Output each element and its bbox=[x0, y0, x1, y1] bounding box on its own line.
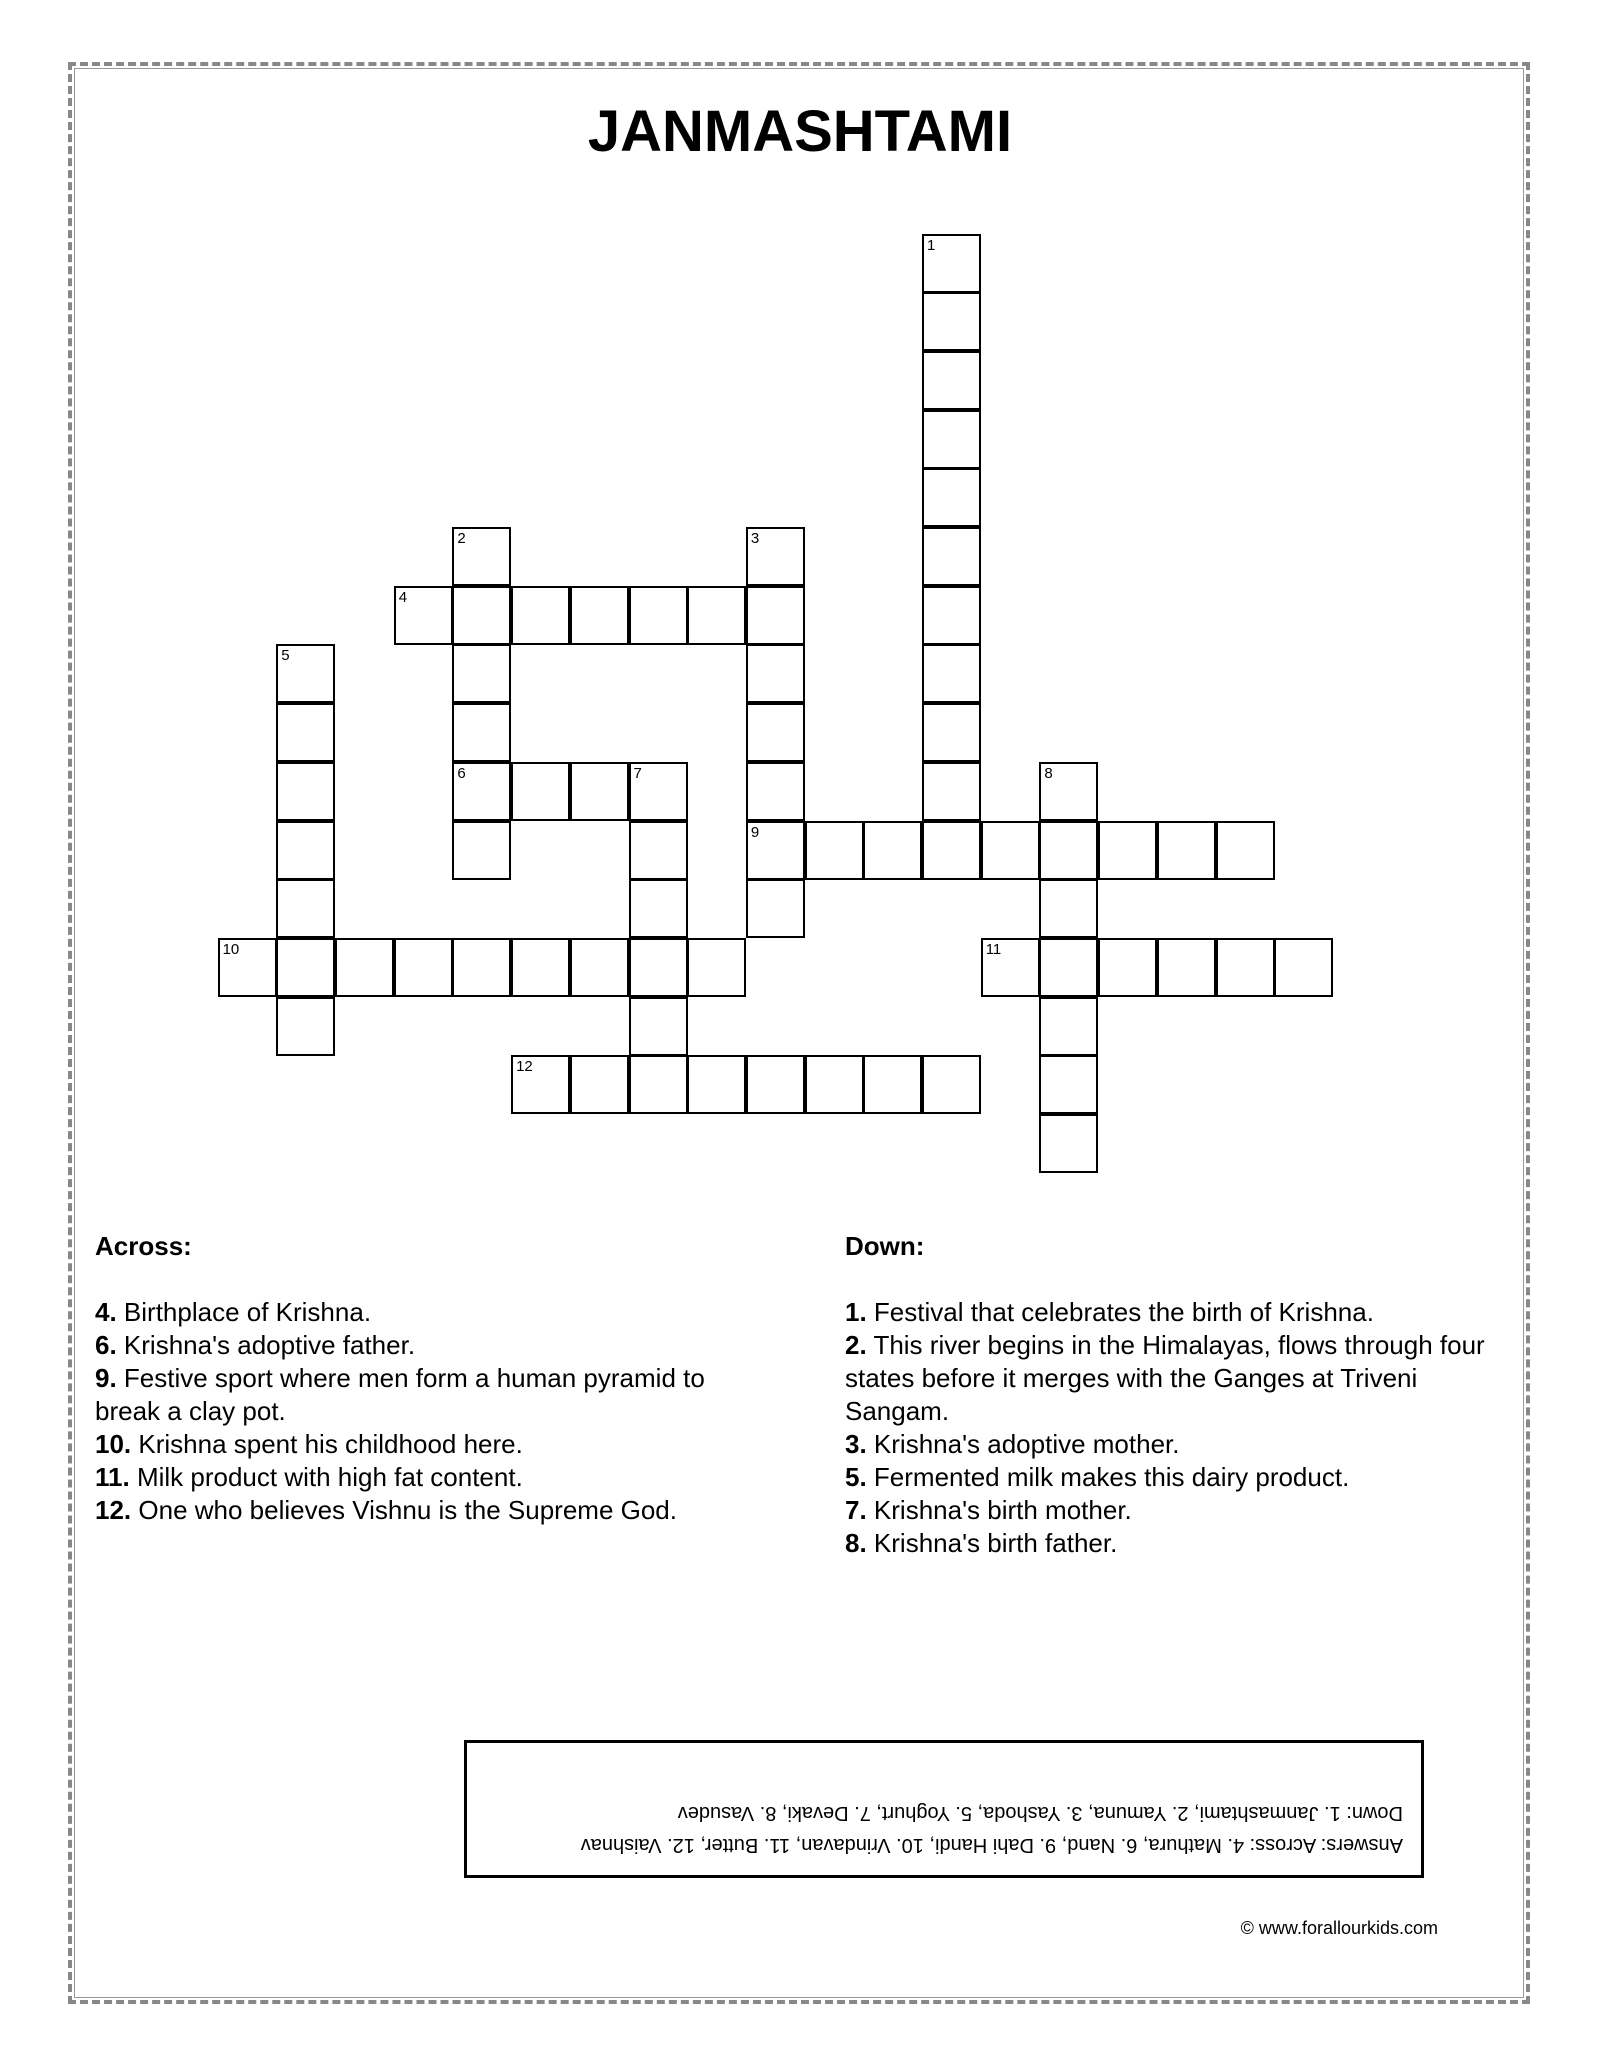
down-clue bbox=[845, 1494, 1505, 1527]
clue-number: 7 bbox=[633, 764, 642, 782]
crossword-cell[interactable] bbox=[1039, 938, 1098, 997]
crossword-cell[interactable] bbox=[922, 468, 981, 527]
crossword-cell[interactable] bbox=[629, 997, 688, 1056]
clue-number: 12 bbox=[516, 1058, 533, 1076]
clue-text: Milk product with high fat content. bbox=[129, 1462, 523, 1492]
crossword-cell[interactable] bbox=[629, 762, 688, 821]
crossword-cell[interactable] bbox=[452, 527, 511, 586]
crossword-cell[interactable] bbox=[629, 1055, 688, 1114]
crossword-cell[interactable] bbox=[746, 703, 805, 762]
crossword-cell[interactable] bbox=[805, 1055, 864, 1114]
clue-number: 2. bbox=[845, 1330, 867, 1360]
crossword-cell[interactable] bbox=[511, 586, 570, 645]
crossword-cell[interactable] bbox=[1039, 821, 1098, 880]
down-clue bbox=[845, 1428, 1505, 1461]
crossword-cell[interactable] bbox=[922, 644, 981, 703]
crossword-cell[interactable] bbox=[863, 821, 922, 880]
crossword-cell[interactable] bbox=[452, 586, 511, 645]
crossword-cell[interactable] bbox=[687, 938, 746, 997]
clue-text: This river begins in the Himalayas, flows through four states before it merges with the Ganges at Triveni Sangam. bbox=[845, 1330, 1492, 1426]
across-clue bbox=[95, 1296, 755, 1329]
clue-number: 12. bbox=[95, 1495, 132, 1525]
across-clue bbox=[95, 1362, 755, 1428]
crossword-cell[interactable] bbox=[746, 644, 805, 703]
clue-text: Krishna spent his childhood here. bbox=[131, 1429, 523, 1459]
crossword-cell[interactable] bbox=[687, 1055, 746, 1114]
clue-number: 7. bbox=[845, 1495, 867, 1525]
clue-number: 11. bbox=[95, 1462, 130, 1492]
down-clue bbox=[845, 1329, 1505, 1428]
across-clue bbox=[95, 1428, 755, 1461]
crossword-cell[interactable] bbox=[511, 1055, 570, 1114]
crossword-cell[interactable] bbox=[629, 821, 688, 880]
clue-number: 4 bbox=[398, 588, 408, 606]
crossword-cell[interactable] bbox=[218, 938, 277, 997]
crossword-cell[interactable] bbox=[276, 703, 335, 762]
crossword-cell[interactable] bbox=[1039, 1114, 1098, 1173]
clue-number: 2 bbox=[457, 530, 466, 547]
clue-number: 5 bbox=[281, 647, 290, 665]
clue-text: Festive sport where men form a human pyramid to break a clay pot. bbox=[95, 1363, 713, 1426]
crossword-cell[interactable] bbox=[276, 762, 335, 821]
crossword-cell[interactable] bbox=[452, 644, 511, 703]
crossword-cell[interactable] bbox=[746, 879, 805, 938]
crossword-cell[interactable] bbox=[276, 938, 335, 997]
crossword-cell[interactable] bbox=[511, 762, 570, 821]
crossword-cell[interactable] bbox=[276, 879, 335, 938]
crossword-cell[interactable] bbox=[922, 703, 981, 762]
crossword-cell[interactable] bbox=[863, 1055, 922, 1114]
clue-number: 1 bbox=[927, 236, 936, 254]
clue-number: 10 bbox=[222, 940, 240, 958]
crossword-cell[interactable] bbox=[276, 644, 335, 703]
across-clue bbox=[95, 1461, 755, 1494]
crossword-cell[interactable] bbox=[805, 821, 864, 880]
clue-number: 9 bbox=[750, 823, 760, 841]
crossword-cell[interactable] bbox=[570, 1055, 629, 1114]
answer-key-box bbox=[464, 1740, 1424, 1878]
crossword-cell[interactable] bbox=[452, 938, 511, 997]
down-heading: Down: bbox=[845, 1231, 925, 1261]
crossword-cell[interactable] bbox=[276, 821, 335, 880]
down-clues bbox=[845, 1230, 1505, 1560]
crossword-cell[interactable] bbox=[922, 351, 981, 410]
crossword-cell[interactable] bbox=[1039, 997, 1098, 1056]
clue-text: Krishna's adoptive mother. bbox=[866, 1429, 1180, 1459]
crossword-cell[interactable] bbox=[922, 292, 981, 351]
crossword-cell[interactable] bbox=[746, 821, 805, 880]
crossword-cell[interactable] bbox=[746, 527, 805, 586]
crossword-cell[interactable] bbox=[394, 938, 453, 997]
crossword-cell[interactable] bbox=[746, 1055, 805, 1114]
crossword-cell[interactable] bbox=[570, 586, 629, 645]
crossword-cell[interactable] bbox=[1098, 821, 1157, 880]
down-clue bbox=[845, 1296, 1505, 1329]
crossword-cell[interactable] bbox=[1157, 821, 1216, 880]
crossword-cell[interactable] bbox=[981, 938, 1040, 997]
clue-number: 1. bbox=[845, 1297, 867, 1327]
clue-number: 11 bbox=[985, 940, 1002, 958]
crossword-cell[interactable] bbox=[629, 879, 688, 938]
crossword-cell[interactable] bbox=[922, 1055, 981, 1114]
crossword-cell[interactable] bbox=[922, 410, 981, 469]
crossword-cell[interactable] bbox=[746, 762, 805, 821]
crossword-cell[interactable] bbox=[922, 527, 981, 586]
crossword-cell[interactable] bbox=[1039, 762, 1098, 821]
clue-number: 10. bbox=[95, 1429, 132, 1459]
crossword-cell[interactable] bbox=[570, 762, 629, 821]
clue-number: 4. bbox=[95, 1297, 117, 1327]
clue-text: Krishna's birth mother. bbox=[866, 1495, 1132, 1525]
clue-text: Festival that celebrates the birth of Krishna. bbox=[866, 1297, 1374, 1327]
crossword-cell[interactable] bbox=[1274, 938, 1333, 997]
copyright: © www.forallourkids.com bbox=[1240, 1918, 1438, 1938]
answers-across: Answers: Across: 4. Mathura, 6. Nand, 9. Dahi Handi, 10. Vrindavan, 11. Butter, 12. Vaishnav bbox=[580, 1834, 1403, 1856]
clue-number: 8. bbox=[845, 1528, 867, 1558]
across-clue bbox=[95, 1494, 755, 1527]
crossword-cell[interactable] bbox=[1039, 1055, 1098, 1114]
crossword-cell[interactable] bbox=[1098, 938, 1157, 997]
across-heading: Across: bbox=[95, 1231, 192, 1261]
crossword-cell[interactable] bbox=[511, 938, 570, 997]
clue-text: Krishna's birth father. bbox=[866, 1528, 1118, 1558]
page-title: JANMASHTAMI bbox=[587, 99, 1013, 164]
down-clue bbox=[845, 1527, 1505, 1560]
clue-number: 3 bbox=[750, 530, 760, 547]
clue-text: Krishna's adoptive father. bbox=[116, 1330, 416, 1360]
crossword-cell[interactable] bbox=[1157, 938, 1216, 997]
crossword-cell[interactable] bbox=[394, 586, 453, 645]
crossword-cell[interactable] bbox=[570, 938, 629, 997]
down-clue bbox=[845, 1461, 1505, 1494]
crossword-cell[interactable] bbox=[746, 586, 805, 645]
crossword-cell[interactable] bbox=[981, 821, 1040, 880]
clue-number: 5. bbox=[845, 1462, 867, 1492]
crossword-cell[interactable] bbox=[922, 586, 981, 645]
answers-down: Down: 1. Janmashtami, 2. Yamuna, 3. Yashoda, 5. Yoghurt, 7. Devaki, 8. Vasudev bbox=[677, 1802, 1403, 1824]
clue-text: Fermented milk makes this dairy product. bbox=[866, 1462, 1350, 1492]
crossword-cell[interactable] bbox=[687, 586, 746, 645]
crossword-cell[interactable] bbox=[335, 938, 394, 997]
crossword-cell[interactable] bbox=[922, 234, 981, 293]
crossword-cell[interactable] bbox=[1216, 821, 1275, 880]
crossword-cell[interactable] bbox=[922, 821, 981, 880]
clue-number: 6. bbox=[95, 1330, 117, 1360]
clue-number: 3. bbox=[845, 1429, 867, 1459]
crossword-cell[interactable] bbox=[1216, 938, 1275, 997]
clue-number: 9. bbox=[95, 1363, 117, 1393]
crossword-cell[interactable] bbox=[452, 762, 511, 821]
across-clue bbox=[95, 1329, 755, 1362]
crossword-cell[interactable] bbox=[452, 821, 511, 880]
crossword-cell[interactable] bbox=[629, 938, 688, 997]
crossword-cell[interactable] bbox=[452, 703, 511, 762]
crossword-cell[interactable] bbox=[1039, 879, 1098, 938]
clue-text: Birthplace of Krishna. bbox=[116, 1297, 372, 1327]
clue-number: 8 bbox=[1044, 764, 1053, 782]
crossword-cell[interactable] bbox=[629, 586, 688, 645]
across-clues bbox=[95, 1230, 755, 1527]
crossword-cell[interactable] bbox=[922, 762, 981, 821]
clue-number: 6 bbox=[457, 764, 466, 782]
crossword-cell[interactable] bbox=[276, 997, 335, 1056]
clue-text: One who believes Vishnu is the Supreme God. bbox=[131, 1495, 677, 1525]
